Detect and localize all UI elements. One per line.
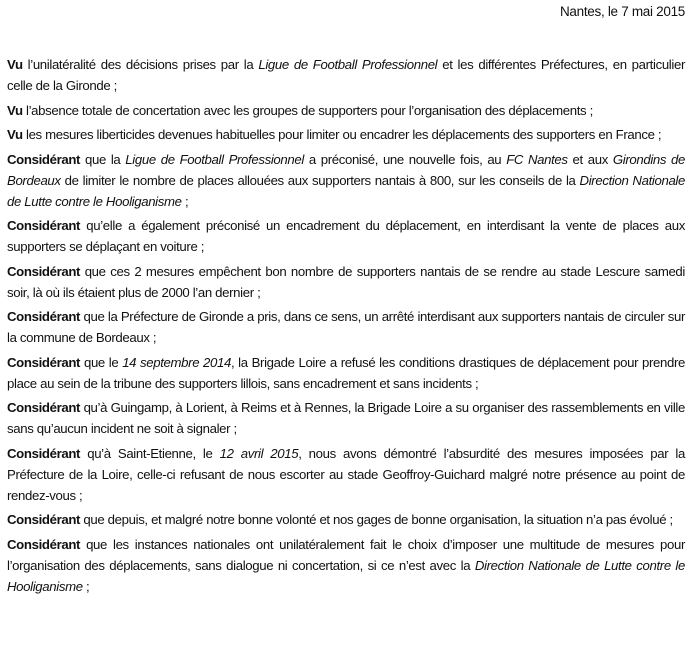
emphasized-text: Direction Nationale de Lutte contre le Hooliganisme xyxy=(7,172,685,209)
paragraph-text: et aux xyxy=(567,151,613,167)
paragraph xyxy=(7,124,685,145)
paragraph-text: et les différentes Préfectures, en particulier celle de la Gironde ; xyxy=(7,57,685,93)
paragraph xyxy=(7,397,685,439)
paragraph xyxy=(7,443,685,506)
paragraph-keyword: Considérant xyxy=(7,263,81,279)
paragraph-keyword: Considérant xyxy=(7,400,81,415)
paragraph-text: que la Préfecture de Gironde a pris, dans ce sens, un arrêté interdisant aux supporters nantais de circuler sur la commune de Bordeaux ; xyxy=(7,309,685,345)
paragraph-text: ; xyxy=(181,193,189,209)
paragraph-keyword: Considérant xyxy=(7,218,81,233)
paragraph-keyword: Vu xyxy=(7,102,23,118)
paragraph xyxy=(7,54,685,96)
paragraph-keyword: Considérant xyxy=(7,151,81,167)
paragraph xyxy=(7,261,685,303)
paragraph xyxy=(7,215,685,257)
paragraph-text: qu’à Guingamp, à Lorient, à Reims et à Rennes, la Brigade Loire a su organiser des rassemblements en ville sans qu’aucun incident ne soit à signaler ; xyxy=(7,400,685,436)
paragraph-text: de limiter le nombre de places allouées aux supporters nantais à 800, sur les conseils de la xyxy=(60,172,580,188)
letter-date: Nantes, le 7 mai 2015 xyxy=(559,4,685,19)
paragraph-text: ; xyxy=(82,578,90,594)
paragraph-text: qu’elle a également préconisé un encadrement du déplacement, en interdisant la vente de places aux supporters se déplaçant en voiture ; xyxy=(7,218,685,254)
paragraph-text: que le xyxy=(80,354,123,370)
paragraph-text: a préconisé, une nouvelle fois, au xyxy=(303,151,507,167)
paragraph-text: qu’à Saint-Etienne, le xyxy=(80,445,220,461)
paragraph-keyword: Considérant xyxy=(7,309,81,324)
document-body xyxy=(7,54,685,597)
paragraph-text: l’absence totale de concertation avec les groupes de supporters pour l’organisation des déplacements ; xyxy=(22,102,593,118)
paragraph-text: , la Brigade Loire a refusé les conditions drastiques de déplacement pour prendre place au sein de la tribune des supporters lillois, sans encadrement et sans incidents ; xyxy=(7,354,685,391)
emphasized-text: 14 septembre 2014 xyxy=(122,354,231,370)
paragraph xyxy=(7,352,685,394)
paragraph-keyword: Considérant xyxy=(7,445,81,461)
emphasized-text: Ligue de Football Professionnel xyxy=(125,151,304,167)
paragraph-keyword: Considérant xyxy=(7,536,81,552)
paragraph-keyword: Considérant xyxy=(7,512,81,527)
paragraph-keyword: Considérant xyxy=(7,354,81,370)
emphasized-text: 12 avril 2015 xyxy=(219,445,299,461)
paragraph-text: l’unilatéralité des décisions prises par la xyxy=(22,57,259,72)
emphasized-text: FC Nantes xyxy=(506,151,568,167)
paragraph-text: que depuis, et malgré notre bonne volonté et nos gages de bonne organisation, la situation n’a pas évolué ; xyxy=(80,512,673,527)
paragraph xyxy=(7,100,685,121)
paragraph-text: les mesures liberticides devenues habituelles pour limiter ou encadrer les déplacements des supporters en France ; xyxy=(22,127,662,142)
paragraph-text: que les instances nationales ont unilatéralement fait le choix d’imposer une multitude de mesures pour l’organisation des déplacements, sans dialogue ni concertation, si ce n’est avec la xyxy=(7,536,685,573)
paragraph-text: que la xyxy=(80,151,126,167)
paragraph xyxy=(7,509,685,530)
paragraph-text: que ces 2 mesures empêchent bon nombre de supporters nantais de se rendre au stade Lescure samedi soir, là où ils étaient plus de 2000 l’an dernier ; xyxy=(7,263,685,300)
paragraph-text: , nous avons démontré l’absurdité des mesures imposées par la Préfecture de la Loire, celle-ci refusant de nous escorter au stade Geoffroy-Guichard malgré notre présence au point de rendez-vous ; xyxy=(7,445,685,503)
paragraph-keyword: Vu xyxy=(7,57,23,72)
paragraph xyxy=(7,149,685,212)
paragraph-keyword: Vu xyxy=(7,127,23,142)
emphasized-text: Ligue de Football Professionnel xyxy=(258,57,438,72)
emphasized-text: Direction Nationale de Lutte contre le Hooliganisme xyxy=(7,557,685,594)
paragraph xyxy=(7,306,685,348)
paragraph xyxy=(7,534,685,597)
emphasized-text: Girondins de Bordeaux xyxy=(7,151,685,188)
